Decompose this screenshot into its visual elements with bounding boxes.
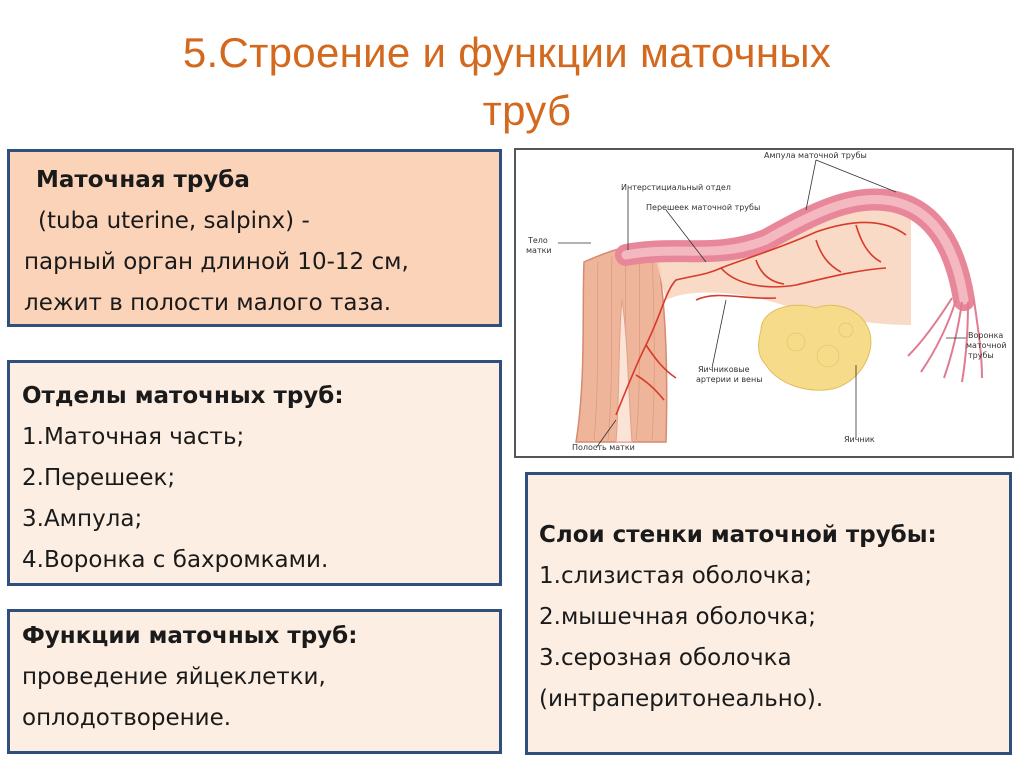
functions-line-1: проведение яйцеклетки, (22, 664, 326, 690)
functions-box (7, 609, 502, 754)
parts-heading: Отделы маточных труб: (22, 383, 344, 409)
label-funnel-3: трубы (968, 351, 994, 360)
label-vessels-1: Яичниковые (698, 365, 750, 374)
fallopian-tube-diagram (516, 150, 1012, 456)
layers-item: (интраперитонеально). (539, 686, 824, 712)
label-body-1: Тело (528, 236, 548, 245)
layers-item: 1.слизистая оболочка; (539, 563, 813, 589)
layers-heading: Слои стенки маточной трубы: (539, 522, 937, 548)
title-line-1: 5.Строение и функции маточных (182, 29, 832, 76)
definition-line-1: парный орган длиной 10-12 см, (24, 249, 409, 275)
label-interstitial: Интерстициальный отдел (621, 183, 731, 192)
definition-line-2: лежит в полости малого таза. (24, 290, 392, 316)
layers-item: 3.серозная оболочка (539, 645, 792, 671)
label-ampulla: Ампула маточной трубы (764, 151, 867, 160)
ovary (759, 305, 871, 390)
functions-line-2: оплодотворение. (22, 705, 232, 731)
parts-item: 1.Маточная часть; (22, 424, 245, 450)
label-funnel-2: маточной (966, 341, 1007, 350)
label-ovary: Яичник (844, 435, 875, 444)
fallopian-tube-figure (514, 148, 1014, 458)
definition-box (7, 149, 502, 327)
label-body-2: матки (526, 246, 552, 255)
parts-box (7, 360, 502, 586)
layers-box (525, 472, 1012, 755)
definition-heading: Маточная труба (36, 167, 250, 193)
fimbriae (908, 298, 982, 382)
label-isthmus: Перешеек маточной трубы (646, 203, 761, 212)
layers-item: 2.мышечная оболочка; (539, 604, 816, 630)
label-vessels-2: артерии и вены (696, 375, 763, 384)
label-funnel-1: Воронка (968, 331, 1004, 340)
functions-heading: Функции маточных труб: (22, 623, 358, 649)
title-line-2: труб (482, 87, 572, 134)
slide-title (0, 24, 1024, 140)
definition-latin: (tuba uterine, salpinx) - (38, 208, 310, 234)
parts-item: 4.Воронка с бахромками. (22, 547, 329, 573)
parts-item: 2.Перешеек; (22, 465, 176, 491)
label-cavity: Полость матки (572, 443, 635, 452)
parts-item: 3.Ампула; (22, 506, 143, 532)
